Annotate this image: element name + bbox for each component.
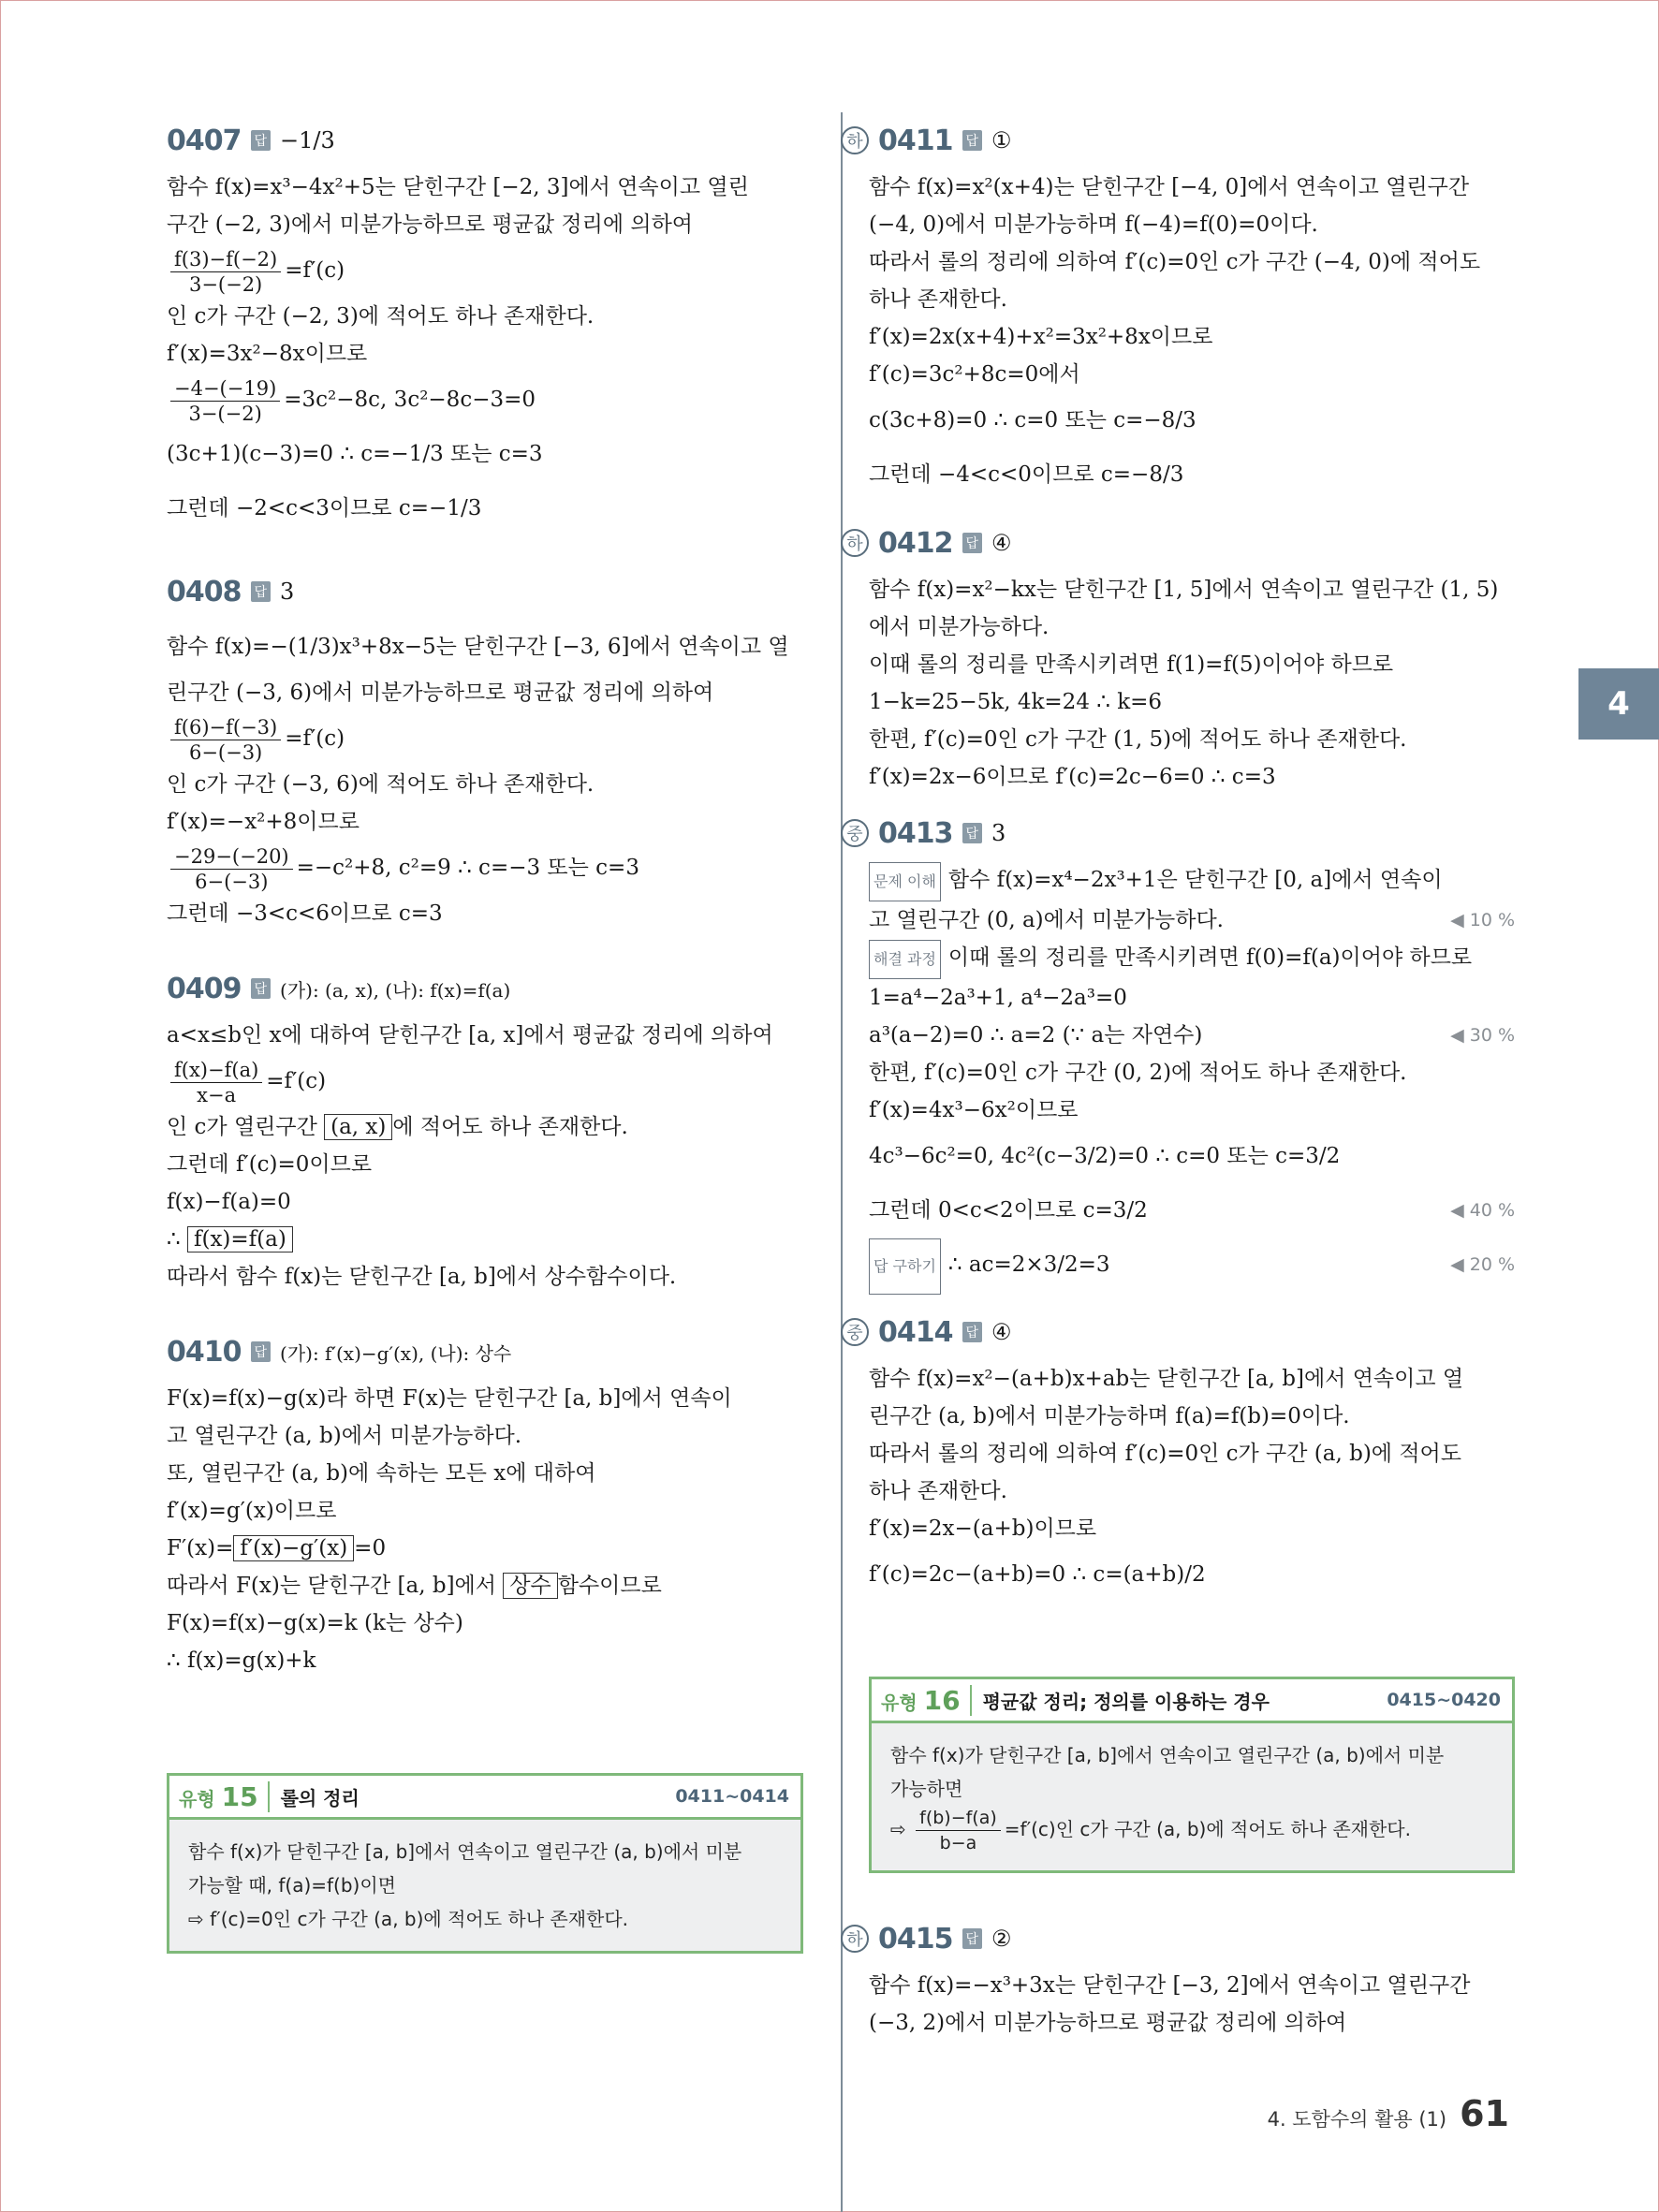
formula-rest: =f′(c) bbox=[285, 726, 345, 751]
type-text: 가능할 때, f(a)=f(b)이면 bbox=[188, 1874, 396, 1897]
problem-0409 bbox=[167, 960, 803, 1296]
right-column bbox=[846, 112, 1515, 2070]
type-text-rest: =f′(c)인 c가 구간 (a, b)에 적어도 하나 존재한다. bbox=[1004, 1818, 1411, 1840]
text-line bbox=[869, 1017, 1515, 1054]
answer-blank-box: 상수 bbox=[503, 1573, 557, 1599]
formula-rest: =f′(c) bbox=[285, 258, 345, 283]
text-line bbox=[869, 861, 1515, 901]
left-column bbox=[167, 112, 803, 1954]
answer: (가): f′(x)−g′(x), (나): 상수 bbox=[280, 1341, 512, 1365]
type-range: 0415~0420 bbox=[1387, 1690, 1501, 1710]
answer: 3 bbox=[280, 579, 295, 605]
text-line: 린구간 (−3, 6)에서 미분가능하므로 평균값 정리에 의하여 bbox=[167, 681, 714, 705]
difficulty-badge: 하 bbox=[841, 126, 869, 154]
text-part: =0 bbox=[354, 1536, 387, 1560]
answer-icon: 답 bbox=[962, 1928, 983, 1949]
chapter-tab: 4 bbox=[1578, 668, 1659, 740]
text-line: 이때 롤의 정리를 만족시키려면 f(1)=f(5)이어야 하므로 bbox=[869, 652, 1394, 677]
text-part: F′(x)= bbox=[167, 1536, 234, 1560]
answer: ② bbox=[991, 1926, 1012, 1952]
answer: ④ bbox=[991, 530, 1012, 556]
problem-0407 bbox=[167, 112, 803, 535]
type-number: 15 bbox=[221, 1780, 258, 1812]
formula-line bbox=[167, 711, 803, 766]
type-text: 가능하면 bbox=[890, 1778, 963, 1800]
page-number: 61 bbox=[1460, 2093, 1509, 2134]
text-line: 함수 f(x)=−x³+3x는 닫힌구간 [−3, 2]에서 연속이고 열린구간 bbox=[869, 1973, 1471, 1998]
answer: 3 bbox=[991, 820, 1006, 846]
text-line: 그런데 f′(c)=0이므로 bbox=[167, 1152, 373, 1177]
text-line bbox=[869, 901, 1515, 939]
text-line: f′(c)=2c−(a+b)=0 ∴ c=(a+b)/2 bbox=[869, 1562, 1206, 1587]
problem-number: 0412 bbox=[878, 526, 953, 560]
type-header bbox=[169, 1776, 800, 1820]
text-line bbox=[869, 939, 1515, 979]
formula-line bbox=[167, 1054, 803, 1108]
text-line: f′(x)=2x−6이므로 f′(c)=2c−6=0 ∴ c=3 bbox=[869, 765, 1276, 789]
text-line: a<x≤b인 x에 대하여 닫힌구간 [a, x]에서 평균값 정리에 의하여 bbox=[167, 1023, 773, 1047]
answer-icon: 답 bbox=[962, 533, 983, 553]
formula-rest: =f′(c) bbox=[266, 1069, 327, 1093]
text-line bbox=[167, 1108, 803, 1146]
type-body bbox=[872, 1723, 1512, 1870]
text-line: 또, 열린구간 (a, b)에 속하는 모든 x에 대하여 bbox=[167, 1461, 596, 1486]
text-line: f′(x)=2x(x+4)+x²=3x²+8x이므로 bbox=[869, 325, 1213, 349]
text-line: (−3, 2)에서 미분가능하므로 평균값 정리에 의하여 bbox=[869, 2011, 1347, 2035]
problem-number: 0410 bbox=[167, 1335, 242, 1369]
fraction-denominator: 6−(−3) bbox=[188, 740, 263, 764]
problem-number: 0408 bbox=[167, 575, 242, 608]
answer-blank-box: f′(x)−g′(x) bbox=[233, 1535, 354, 1561]
score-percent: ◀ 20 % bbox=[1450, 1254, 1515, 1275]
problem-0415 bbox=[846, 1911, 1515, 2042]
text-line: 4c³−6c²=0, 4c²(c−3/2)=0 ∴ c=0 또는 c=3/2 bbox=[869, 1144, 1341, 1168]
text-line: 린구간 (a, b)에서 미분가능하며 f(a)=f(b)=0이다. bbox=[869, 1404, 1350, 1428]
type-text bbox=[890, 1806, 1493, 1855]
problem-number: 0409 bbox=[167, 972, 242, 1005]
type-title: 평균값 정리; 정의를 이용하는 경우 bbox=[982, 1690, 1270, 1713]
fraction-numerator: −4−(−19) bbox=[170, 376, 280, 402]
problem-number: 0407 bbox=[167, 124, 242, 157]
fraction-numerator: f(b)−f(a) bbox=[916, 1806, 1001, 1831]
text-line: 따라서 함수 f(x)는 닫힌구간 [a, b]에서 상수함수이다. bbox=[167, 1265, 677, 1289]
type-header bbox=[872, 1679, 1512, 1723]
type-text: 함수 f(x)가 닫힌구간 [a, b]에서 연속이고 열린구간 (a, b)에서 미분 bbox=[890, 1744, 1445, 1766]
type-label-text: 유형 bbox=[881, 1691, 918, 1714]
text-line: f′(x)=−x²+8이므로 bbox=[167, 810, 360, 834]
text-line: 인 c가 구간 (−3, 6)에 적어도 하나 존재한다. bbox=[167, 772, 595, 797]
answer-icon: 답 bbox=[962, 823, 983, 843]
text-line: 함수 f(x)=x²−(a+b)x+ab는 닫힌구간 [a, b]에서 연속이고 열 bbox=[869, 1367, 1464, 1391]
text-line bbox=[167, 1530, 803, 1567]
text-line bbox=[167, 1567, 803, 1604]
arrow-icon: ⇨ bbox=[890, 1818, 906, 1840]
text-line: c(3c+8)=0 ∴ c=0 또는 c=−8/3 bbox=[869, 408, 1197, 432]
text-line bbox=[869, 1238, 1515, 1295]
formula-line bbox=[167, 841, 803, 895]
problem-0408 bbox=[167, 564, 803, 932]
text-part: ∴ bbox=[167, 1227, 181, 1252]
text-line: f′(x)=g′(x)이므로 bbox=[167, 1499, 337, 1523]
text-line: (−4, 0)에서 미분가능하며 f(−4)=f(0)=0이다. bbox=[869, 212, 1318, 237]
answer-icon: 답 bbox=[251, 978, 272, 999]
type-text: 함수 f(x)가 닫힌구간 [a, b]에서 연속이고 열린구간 (a, b)에서 미분 bbox=[188, 1840, 742, 1863]
answer-icon: 답 bbox=[962, 1322, 983, 1342]
problem-number: 0415 bbox=[878, 1922, 953, 1956]
column-divider bbox=[841, 112, 843, 2212]
text-line: 1−k=25−5k, 4k=24 ∴ k=6 bbox=[869, 690, 1163, 714]
problem-0413 bbox=[846, 805, 1515, 1295]
type-label bbox=[169, 1781, 270, 1812]
fraction-denominator: 6−(−3) bbox=[195, 870, 269, 893]
fraction-denominator: b−a bbox=[939, 1833, 977, 1853]
text-line: 따라서 롤의 정리에 의하여 f′(c)=0인 c가 구간 (a, b)에 적어도 bbox=[869, 1442, 1461, 1466]
text-line: 따라서 롤의 정리에 의하여 f′(c)=0인 c가 구간 (−4, 0)에 적어도 bbox=[869, 250, 1481, 274]
type-body bbox=[169, 1820, 800, 1951]
type-title: 롤의 정리 bbox=[280, 1786, 360, 1809]
text-line: f′(x)=2x−(a+b)이므로 bbox=[869, 1516, 1097, 1541]
difficulty-badge: 중 bbox=[841, 819, 869, 847]
text-line: 인 c가 구간 (−2, 3)에 적어도 하나 존재한다. bbox=[167, 304, 595, 329]
chapter-title: 4. 도함수의 활용 (1) bbox=[1267, 2108, 1447, 2131]
fraction-numerator: f(3)−f(−2) bbox=[170, 247, 281, 272]
text-line: 1=a⁴−2a³+1, a⁴−2a³=0 bbox=[869, 986, 1127, 1010]
formula-rest: =−c²+8, c²=9 ∴ c=−3 또는 c=3 bbox=[296, 856, 639, 880]
text-line: f′(x)=4x³−6x²이므로 bbox=[869, 1098, 1079, 1122]
text-part: 고 열린구간 (0, a)에서 미분가능하다. bbox=[869, 908, 1224, 932]
text-part: 인 c가 열린구간 bbox=[167, 1115, 317, 1139]
fraction-denominator: 3−(−2) bbox=[188, 402, 262, 425]
answer: ④ bbox=[991, 1319, 1012, 1345]
answer-icon: 답 bbox=[251, 130, 272, 151]
score-percent: ◀ 40 % bbox=[1450, 1200, 1515, 1221]
problem-0414 bbox=[846, 1304, 1515, 1602]
problem-number: 0411 bbox=[878, 124, 953, 157]
problem-number: 0413 bbox=[878, 816, 953, 850]
type-number: 16 bbox=[923, 1684, 961, 1716]
text-line: 함수 f(x)=x²−kx는 닫힌구간 [1, 5]에서 연속이고 열린구간 (1, 5) bbox=[869, 578, 1499, 602]
formula-line bbox=[167, 243, 803, 298]
answer: −1/3 bbox=[280, 127, 335, 154]
type-label bbox=[872, 1685, 972, 1716]
text-part: 이때 롤의 정리를 만족시키려면 f(0)=f(a)이어야 하므로 bbox=[947, 945, 1473, 970]
problem-0410 bbox=[167, 1324, 803, 1679]
answer-icon: 답 bbox=[251, 581, 272, 602]
text-part: 에 적어도 하나 존재한다. bbox=[392, 1115, 628, 1139]
step-tag: 문제 이해 bbox=[869, 862, 941, 901]
text-line: 고 열린구간 (a, b)에서 미분가능하다. bbox=[167, 1424, 522, 1448]
score-percent: ◀ 30 % bbox=[1450, 1025, 1515, 1046]
text-line: ∴ f(x)=g(x)+k bbox=[167, 1648, 316, 1673]
difficulty-badge: 하 bbox=[841, 529, 869, 557]
problem-0412 bbox=[846, 515, 1515, 796]
text-line: F(x)=f(x)−g(x)라 하면 F(x)는 닫힌구간 [a, b]에서 연속이 bbox=[167, 1386, 732, 1411]
text-line: (3c+1)(c−3)=0 ∴ c=−1/3 또는 c=3 bbox=[167, 442, 543, 466]
answer: ① bbox=[991, 127, 1012, 154]
text-line: 구간 (−2, 3)에서 미분가능하므로 평균값 정리에 의하여 bbox=[167, 212, 694, 237]
text-line: 함수 f(x)=x²(x+4)는 닫힌구간 [−4, 0]에서 연속이고 열린구간 bbox=[869, 175, 1470, 199]
type-range: 0411~0414 bbox=[675, 1786, 789, 1807]
text-line: 그런데 −2<c<3이므로 c=−1/3 bbox=[167, 496, 482, 520]
text-line bbox=[869, 1183, 1515, 1238]
answer-blank-box: (a, x) bbox=[324, 1114, 392, 1140]
answer-icon: 답 bbox=[251, 1341, 272, 1362]
text-part: 함수 f(x)=x⁴−2x³+1은 닫힌구간 [0, a]에서 연속이 bbox=[947, 868, 1443, 892]
difficulty-badge: 중 bbox=[841, 1318, 869, 1346]
text-line: f′(x)=3x²−8x이므로 bbox=[167, 342, 368, 366]
text-line: f(x)−f(a)=0 bbox=[167, 1190, 291, 1214]
answer-blank-box: f(x)=f(a) bbox=[187, 1226, 293, 1252]
difficulty-badge: 하 bbox=[841, 1925, 869, 1953]
answer-icon: 답 bbox=[962, 130, 983, 151]
text-line bbox=[167, 1221, 803, 1258]
text-line: 함수 f(x)=x³−4x²+5는 닫힌구간 [−2, 3]에서 연속이고 열린 bbox=[167, 175, 749, 199]
score-percent: ◀ 10 % bbox=[1450, 910, 1515, 930]
text-part: 그런데 0<c<2이므로 c=3/2 bbox=[869, 1198, 1148, 1223]
fraction-numerator: f(x)−f(a) bbox=[170, 1058, 262, 1083]
type-label-text: 유형 bbox=[179, 1787, 215, 1810]
step-tag: 답 구하기 bbox=[869, 1238, 941, 1295]
text-part: 따라서 F(x)는 닫힌구간 [a, b]에서 bbox=[167, 1574, 496, 1598]
type-16-box bbox=[869, 1677, 1515, 1873]
text-part: a³(a−2)=0 ∴ a=2 (∵ a는 자연수) bbox=[869, 1023, 1203, 1047]
text-line: f′(c)=3c²+8c=0에서 bbox=[869, 362, 1080, 387]
text-line: 그런데 −3<c<6이므로 c=3 bbox=[167, 901, 443, 926]
step-tag: 해결 과정 bbox=[869, 940, 941, 979]
text-line: 한편, f′(c)=0인 c가 구간 (1, 5)에 적어도 하나 존재한다. bbox=[869, 727, 1407, 752]
text-line: F(x)=f(x)−g(x)=k (k는 상수) bbox=[167, 1611, 463, 1635]
text-line: 하나 존재한다. bbox=[869, 287, 1007, 312]
formula-rest: =3c²−8c, 3c²−8c−3=0 bbox=[284, 388, 536, 412]
fraction-numerator: −29−(−20) bbox=[170, 844, 293, 870]
text-line: 그런데 −4<c<0이므로 c=−8/3 bbox=[869, 462, 1184, 487]
text-part: 함수이므로 bbox=[557, 1574, 662, 1598]
type-text: ⇨ f′(c)=0인 c가 구간 (a, b)에 적어도 하나 존재한다. bbox=[188, 1908, 629, 1930]
problem-0411 bbox=[846, 112, 1515, 502]
type-15-box bbox=[167, 1773, 803, 1954]
problem-number: 0414 bbox=[878, 1315, 953, 1349]
text-line: 하나 존재한다. bbox=[869, 1479, 1007, 1503]
fraction-denominator: x−a bbox=[197, 1083, 237, 1106]
text-part: ∴ ac=2×3/2=3 bbox=[947, 1252, 1110, 1277]
fraction-denominator: 3−(−2) bbox=[188, 272, 263, 296]
fraction-numerator: f(6)−f(−3) bbox=[170, 715, 281, 740]
text-line: 에서 미분가능하다. bbox=[869, 615, 1050, 639]
answer: (가): (a, x), (나): f(x)=f(a) bbox=[280, 978, 511, 1002]
page-footer bbox=[1268, 2093, 1509, 2134]
text-line: 한편, f′(c)=0인 c가 구간 (0, 2)에 적어도 하나 존재한다. bbox=[869, 1061, 1407, 1085]
formula-line bbox=[167, 373, 803, 427]
text-line: 함수 f(x)=−(1/3)x³+8x−5는 닫힌구간 [−3, 6]에서 연속이고 열 bbox=[167, 635, 789, 659]
